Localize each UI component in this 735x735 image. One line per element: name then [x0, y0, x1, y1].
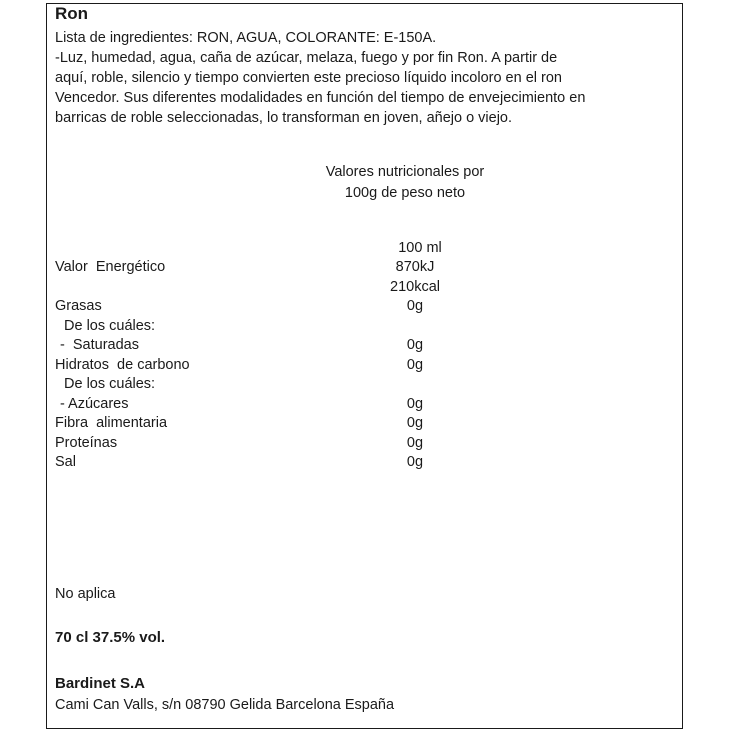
- nutrition-row-sugars: [55, 395, 475, 415]
- nutrition-row-energy-kcal: [55, 278, 475, 298]
- nutrition-value: 0g: [406, 415, 424, 431]
- nutrition-label: De los cuáles:: [64, 317, 156, 334]
- nutrition-label: Sal: [55, 454, 76, 470]
- nutrition-table: [55, 258, 475, 473]
- nutrition-label: De los cuáles:: [64, 376, 156, 392]
- nutrition-row-salt: [55, 453, 475, 473]
- nutrition-value: 210kcal: [390, 278, 440, 295]
- nutrition-row-energy: [55, 258, 475, 278]
- volume-abv: 70 cl 37.5% vol.: [55, 629, 166, 646]
- ingredients-description: [55, 28, 681, 128]
- nutrition-value: 0g: [406, 454, 424, 470]
- intro-line: barricas de roble seleccionadas, lo transforman en joven, añejo o viejo.: [55, 110, 513, 126]
- intro-line: Vencedor. Sus diferentes modalidades en función del tiempo de envejecimiento en: [55, 90, 586, 106]
- nutrition-value: 0g: [406, 395, 424, 412]
- nutrition-column-header: 100 ml: [398, 240, 442, 256]
- nutrition-heading-line2: 100g de peso neto: [344, 185, 466, 201]
- company-name: Bardinet S.A: [55, 675, 146, 692]
- nutrition-row-carbohydrates: [55, 356, 475, 376]
- intro-line: aquí, roble, silencio y tiempo convierten este precioso líquido incoloro en el ron: [55, 70, 562, 86]
- nutrition-value: 0g: [406, 356, 424, 373]
- nutrition-label: Fibra alimentaria: [55, 415, 168, 431]
- nutrition-label: Valor Energético: [55, 259, 166, 275]
- nutrition-heading-line1: Valores nutricionales por: [325, 164, 485, 180]
- nutrition-row-carbs-subheading: [55, 375, 475, 395]
- nutrition-label: Proteínas: [55, 434, 118, 451]
- nutrition-row-protein: [55, 434, 475, 454]
- nutrition-row-saturated: [55, 336, 475, 356]
- nutrition-label: - Saturadas: [60, 337, 139, 353]
- nutrition-row-fat-subheading: [55, 317, 475, 337]
- intro-line: Lista de ingredientes: RON, AGUA, COLORANTE: E-150A.: [55, 30, 437, 46]
- intro-line: -Luz, humedad, agua, caña de azúcar, melaza, fuego y por fin Ron. A partir de: [55, 50, 558, 66]
- nutrition-value: 0g: [406, 337, 424, 353]
- nutrition-label: - Azúcares: [60, 395, 129, 412]
- nutrition-value: 870kJ: [395, 259, 435, 275]
- nutrition-value: 0g: [406, 434, 424, 451]
- nutrition-label: Hidratos de carbono: [55, 356, 190, 373]
- nutrition-heading: [300, 162, 510, 204]
- not-applicable-note: No aplica: [55, 586, 116, 602]
- company-address: Cami Can Valls, s/n 08790 Gelida Barcelona España: [55, 697, 395, 713]
- nutrition-label: Grasas: [55, 298, 102, 314]
- nutrition-row-fiber: [55, 414, 475, 434]
- nutrition-value: 0g: [406, 298, 424, 314]
- product-title: Ron: [55, 4, 89, 23]
- nutrition-row-fat: [55, 297, 475, 317]
